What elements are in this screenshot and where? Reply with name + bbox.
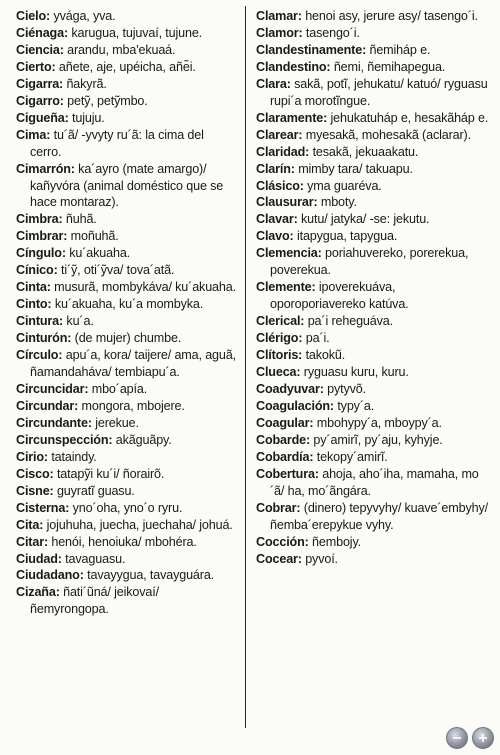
dictionary-entry [256, 500, 492, 534]
entry-definition: añete, aje, upéicha, añe͂i. [55, 59, 196, 74]
entry-definition: petỹ, petỹmbo. [63, 93, 148, 108]
entry-definition: ti´ỹ, oti´ỹva/ tova´atã. [57, 263, 175, 278]
dictionary-entry [16, 161, 238, 212]
entry-definition: mimby tara/ takuapu. [294, 161, 413, 176]
entry-definition: mongora, mbojere. [78, 398, 185, 413]
dictionary-entry [256, 8, 492, 25]
dictionary-entry [256, 25, 492, 42]
entry-term: Claridad: [256, 144, 310, 159]
dictionary-entry [16, 432, 238, 449]
dictionary-entry [16, 517, 238, 534]
dictionary-entry [256, 194, 492, 211]
entry-definition: kutu/ jatyka/ -se: jekutu. [297, 212, 430, 227]
dictionary-entry [256, 178, 492, 195]
entry-term: Clemente: [256, 280, 316, 295]
entry-term: Coagulación: [256, 398, 334, 413]
entry-definition: jehukatuháp e, hesakãháp e. [327, 110, 489, 125]
entry-definition: ñuhã. [62, 212, 97, 227]
entry-definition: henói, henoiuka/ mbohéra. [48, 534, 197, 549]
entry-definition: ipoverekuáva, oporoporiavereko katúva. [270, 280, 409, 312]
entry-term: Cisterna: [16, 500, 70, 515]
dictionary-entry [16, 127, 238, 161]
entry-term: Cínico: [16, 263, 58, 278]
entry-term: Circuncidar: [16, 381, 89, 396]
entry-term: Clausurar: [256, 195, 318, 210]
entry-term: Clueca: [256, 365, 301, 380]
entry-term: Clavar: [256, 212, 298, 227]
entry-term: Circundante: [16, 415, 92, 430]
entry-definition: ñati´ũná/ jeikovaí/ ñemyrongopa. [30, 585, 159, 617]
dictionary-entry [16, 584, 238, 618]
entry-definition: ku´akuaha, ku´a mombyka. [51, 297, 204, 312]
entry-term: Cierto: [16, 59, 56, 74]
entry-definition: jojuhuha, juecha, juechaha/ johuá. [43, 517, 233, 532]
entry-term: Clamor: [256, 25, 303, 40]
entry-term: Claramente: [256, 110, 328, 125]
entry-definition: ñembojy. [308, 534, 362, 549]
dictionary-entry [256, 534, 492, 551]
dictionary-entry [256, 398, 492, 415]
dictionary-entry [16, 534, 238, 551]
entry-term: Cima: [16, 127, 51, 142]
entry-definition: yvága, yva. [50, 9, 116, 23]
entry-term: Cizaña: [16, 585, 60, 600]
entry-term: Cobertura: [256, 466, 319, 481]
dictionary-entry [256, 347, 492, 364]
entry-definition: jerekue. [91, 415, 139, 430]
entry-term: Cintura: [16, 314, 64, 329]
dictionary-entry [16, 228, 238, 245]
dictionary-entry [16, 110, 238, 127]
dictionary-entry [16, 398, 238, 415]
dictionary-entry [256, 245, 492, 279]
dictionary-entry [256, 279, 492, 313]
entry-definition: pytyvõ. [323, 381, 366, 396]
entry-term: Clerical: [256, 314, 305, 329]
dictionary-entry [256, 381, 492, 398]
dictionary-entry [256, 76, 492, 110]
entry-definition: mbo´apía. [88, 381, 148, 396]
dictionary-entry [256, 551, 492, 568]
entry-term: Cimarrón: [16, 161, 75, 176]
entry-definition: tavaguasu. [61, 551, 126, 566]
entry-definition: yno´oha, yno´o ryru. [69, 500, 183, 515]
dictionary-entry [16, 313, 238, 330]
dictionary-entry [16, 262, 238, 279]
entry-definition: tatapỹi ku´i/ ñorairõ. [53, 466, 165, 481]
column-divider [245, 6, 246, 728]
entry-definition: takokũ. [302, 348, 346, 363]
entry-definition: sakã, potĩ, jehukatu/ katuó/ ryguasu rupi´a morotĩngue. [270, 76, 488, 108]
entry-definition: tataindy. [47, 449, 97, 464]
dictionary-entry [16, 296, 238, 313]
entry-term: Cocear: [256, 551, 302, 566]
entry-term: Cigarra: [16, 76, 64, 91]
dictionary-entry [16, 245, 238, 262]
entry-definition: karugua, tujuvaí, tujune. [68, 25, 203, 40]
dictionary-entry [256, 59, 492, 76]
entry-term: Coadyuvar: [256, 381, 324, 396]
dictionary-entry [16, 347, 238, 381]
dictionary-entry [16, 466, 238, 483]
entry-definition: ahoja, aho´iha, mamaha, mo´ã/ ha, mo´ãngára. [270, 466, 479, 498]
dictionary-entry [16, 551, 238, 568]
dictionary-entry [16, 59, 238, 76]
left-column [16, 8, 238, 618]
entry-definition: tavayygua, tavayguára. [83, 568, 215, 583]
entry-definition: arandu, mba'ekuaá. [63, 42, 176, 57]
entry-term: Cigarro: [16, 93, 64, 108]
entry-term: Cielo: [16, 9, 51, 23]
entry-definition: py´amirĩ, py´aju, kyhyje. [310, 432, 443, 447]
dictionary-entry [256, 144, 492, 161]
entry-term: Cíngulo: [16, 246, 66, 261]
entry-definition: tekopy´amirĩ. [313, 449, 388, 464]
zoom-out-icon[interactable] [446, 727, 468, 749]
entry-term: Ciudadano: [16, 568, 84, 583]
dictionary-entry [256, 449, 492, 466]
entry-term: Cimbrar: [16, 229, 68, 244]
entry-term: Cobrar: [256, 500, 301, 515]
dictionary-entry [256, 211, 492, 228]
entry-definition: myesakã, mohesakã (aclarar). [302, 127, 471, 142]
entry-term: Cisco: [16, 466, 54, 481]
entry-term: Cisne: [16, 483, 54, 498]
dictionary-entry [16, 42, 238, 59]
entry-definition: (dinero) tepyvyhy/ kuave´embyhy/ ñemba´erepykue vyhy. [270, 500, 488, 532]
entry-definition: mboty. [317, 195, 357, 210]
entry-term: Clarear: [256, 127, 303, 142]
zoom-in-icon[interactable] [472, 727, 494, 749]
right-column [256, 8, 492, 567]
entry-definition: yma guaréva. [303, 178, 382, 193]
entry-term: Clavo: [256, 229, 294, 244]
entry-term: Cinta: [16, 280, 51, 295]
dictionary-entry [256, 313, 492, 330]
dictionary-entry [16, 279, 238, 296]
entry-definition: ka´ayro (mate amargo)/ kañyvóra (animal doméstico que se hace montaraz). [30, 161, 224, 210]
entry-definition: itapygua, tapygua. [293, 229, 398, 244]
entry-term: Circundar: [16, 398, 79, 413]
entry-term: Clítoris: [256, 348, 303, 363]
entry-term: Cinturón: [16, 331, 72, 346]
entry-term: Clandestino: [256, 59, 331, 74]
dictionary-entry [16, 76, 238, 93]
dictionary-entry [16, 567, 238, 584]
entry-term: Cita: [16, 517, 44, 532]
entry-term: Cimbra: [16, 212, 63, 227]
entry-definition: typy´a. [333, 398, 375, 413]
dictionary-entry [16, 483, 238, 500]
entry-term: Ciudad: [16, 551, 62, 566]
entry-term: Clásico: [256, 178, 304, 193]
dictionary-entry [16, 449, 238, 466]
dictionary-entry [256, 364, 492, 381]
dictionary-entry [16, 500, 238, 517]
dictionary-entry [16, 8, 238, 25]
entry-definition: tujuju. [68, 110, 105, 125]
entry-definition: tasengo´i. [302, 25, 360, 40]
entry-term: Cocción: [256, 534, 309, 549]
entry-term: Cinto: [16, 297, 52, 312]
dictionary-entry [16, 211, 238, 228]
dictionary-entry [256, 228, 492, 245]
entry-term: Clarín: [256, 161, 295, 176]
dictionary-entry [256, 330, 492, 347]
entry-term: Cobardía: [256, 449, 314, 464]
entry-definition: ñakyrã. [63, 76, 107, 91]
entry-definition: guyratĩ guasu. [53, 483, 135, 498]
dictionary-entry [16, 25, 238, 42]
entry-definition: apu´a, kora/ taijere/ ama, aguã, ñamandaháva/ tembiapu´a. [30, 348, 236, 380]
entry-definition: poriahuvereko, porerekua, poverekua. [270, 246, 469, 278]
entry-definition: mbohypy´a, mboypy´a. [313, 415, 442, 430]
entry-definition: ku´akuaha. [65, 246, 131, 261]
entry-definition: ryguasu kuru, kuru. [300, 365, 409, 380]
entry-term: Ciencia: [16, 42, 64, 57]
dictionary-entry [256, 127, 492, 144]
dictionary-entry [256, 161, 492, 178]
entry-definition: ñemiháp e. [366, 42, 431, 57]
entry-term: Círculo: [16, 348, 63, 363]
entry-definition: (de mujer) chumbe. [71, 331, 182, 346]
entry-term: Circunspección: [16, 432, 113, 447]
dictionary-entry [16, 93, 238, 110]
dictionary-entry [256, 42, 492, 59]
entry-definition: tu´ã/ -yvyty ru´ã: la cima del cerro. [30, 127, 204, 159]
entry-term: Cigueña: [16, 110, 69, 125]
dictionary-entry [256, 466, 492, 500]
entry-definition: pa´i. [302, 331, 330, 346]
entry-term: Clamar: [256, 9, 302, 23]
entry-definition: akãguãpy. [112, 432, 172, 447]
entry-term: Cirio: [16, 449, 48, 464]
dictionary-entry [256, 415, 492, 432]
entry-definition: henoi asy, jerure asy/ tasengo´i. [301, 9, 478, 23]
entry-term: Citar: [16, 534, 48, 549]
dictionary-entry [256, 110, 492, 127]
entry-definition: musurã, mombykáva/ ku´akuaha. [50, 280, 236, 295]
dictionary-entry [256, 432, 492, 449]
entry-term: Clérigo: [256, 331, 303, 346]
entry-definition: moñuhã. [67, 229, 119, 244]
entry-term: Clandestinamente: [256, 42, 367, 57]
entry-definition: ñemi, ñemihapegua. [330, 59, 446, 74]
entry-term: Cobarde: [256, 432, 311, 447]
page-nav [446, 727, 494, 749]
entry-definition: pa´i reheguáva. [304, 314, 393, 329]
dictionary-entry [16, 381, 238, 398]
entry-term: Clara: [256, 76, 291, 91]
entry-definition: pyvoí. [301, 551, 338, 566]
entry-term: Clemencia: [256, 246, 322, 261]
entry-definition: ku´a. [63, 314, 94, 329]
dictionary-entry [16, 330, 238, 347]
entry-term: Coagular: [256, 415, 314, 430]
dictionary-entry [16, 415, 238, 432]
entry-definition: tesakã, jekuaakatu. [309, 144, 419, 159]
entry-term: Ciénaga: [16, 25, 68, 40]
